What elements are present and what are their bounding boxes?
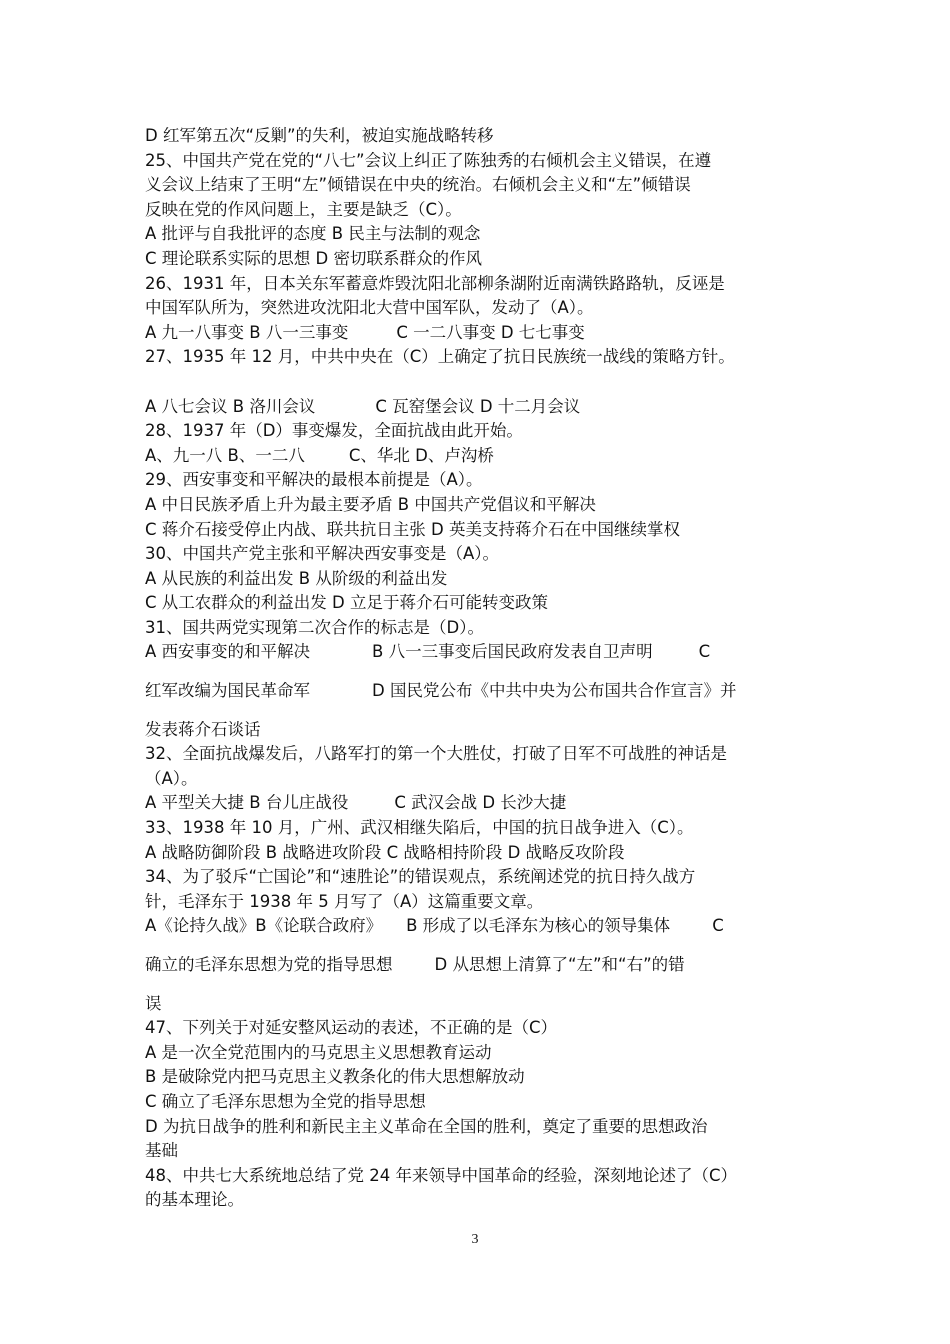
options-line: C 确立了毛泽东思想为全党的指导思想	[145, 1091, 426, 1111]
options-line	[145, 444, 810, 469]
option-a: A 西安事变的和平解决	[145, 642, 311, 662]
page-content	[145, 124, 810, 1213]
options-line: A 从民族的利益出发 B 从阶级的利益出发	[145, 568, 448, 588]
text-line: 中国军队所为，突然进攻沈阳北大营中国军队，发动了（A）。	[145, 298, 594, 318]
option-c: 确立的毛泽东思想为党的指导思想	[145, 955, 393, 974]
spacer	[145, 704, 810, 718]
option-group: A 九一八事变 B 八一三事变	[145, 322, 349, 342]
text-line: 针，毛泽东于 1938 年 5 月写了（A）这篇重要文章。	[145, 891, 544, 911]
option-d: D 国民党公布《中共中央为公布国共合作宣言》并	[372, 681, 737, 701]
question-32: 32、全面抗战爆发后，八路军打的第一个大胜仗，打破了日军不可战胜的神话是	[145, 744, 727, 764]
options-line	[145, 321, 810, 346]
options-line	[145, 640, 810, 665]
option-group: C 武汉会战 D 长沙大捷	[394, 793, 567, 813]
options-line: C 从工农群众的利益出发 D 立足于蒋介石可能转变政策	[145, 593, 548, 613]
text-line: 发表蒋介石谈话	[145, 719, 261, 739]
options-line: A 批评与自我批评的态度 B 民主与法制的观念	[145, 224, 481, 244]
question-28: 28、1937 年（D）事变爆发，全面抗战由此开始。	[145, 421, 523, 441]
options-line: A 是一次全党范围内的马克思主义思想教育运动	[145, 1042, 492, 1062]
option-group: A 平型关大捷 B 台儿庄战役	[145, 793, 349, 813]
options-line	[145, 395, 810, 420]
text-line: 误	[145, 993, 162, 1013]
option-b: B 形成了以毛泽东为核心的领导集体	[406, 916, 671, 936]
question-48: 48、中共七大系统地总结了党 24 年来领导中国革命的经验，深刻地论述了（C）	[145, 1165, 738, 1185]
question-31: 31、国共两党实现第二次合作的标志是（D）。	[145, 617, 484, 637]
option-a: A《论持久战》B《论联合政府》	[145, 916, 383, 936]
option-group: A、九一八 B、一二八	[145, 445, 305, 465]
options-line: D 为抗日战争的胜利和新民主主义革命在全国的胜利，奠定了重要的思想政治	[145, 1116, 708, 1136]
text-line: 的基本理论。	[145, 1190, 244, 1210]
options-line	[145, 791, 810, 816]
spacer	[145, 978, 810, 992]
question-33: 33、1938 年 10 月，广州、武汉相继失陷后，中国的抗日战争进入（C）。	[145, 818, 694, 838]
question-30: 30、中国共产党主张和平解决西安事变是（A）。	[145, 544, 500, 564]
question-29: 29、西安事变和平解决的最根本前提是（A）。	[145, 470, 483, 490]
text-line: （A）。	[145, 768, 198, 788]
option-group: C、华北 D、卢沟桥	[348, 445, 494, 465]
question-47: 47、下列关于对延安整风运动的表述，不正确的是（C）	[145, 1018, 558, 1038]
blank-line	[145, 370, 810, 395]
option-c-marker: C	[698, 642, 711, 662]
question-27: 27、1935 年 12 月，中共中央在（C）上确定了抗日民族统一战线的策略方针。	[145, 347, 735, 367]
option-b: B 八一三事变后国民政府发表自卫声明	[372, 642, 653, 662]
text-line: 基础	[145, 1141, 178, 1161]
text-line: 义会议上结束了王明“左”倾错误在中央的统治。右倾机会主义和“左”倾错误	[145, 175, 691, 195]
option-d: D 从思想上清算了“左”和“右”的错	[434, 955, 685, 974]
spacer	[145, 939, 810, 953]
text-line: 反映在党的作风问题上，主要是缺乏（C）。	[145, 199, 462, 219]
option-c: 红军改编为国民革命军	[145, 681, 310, 701]
text-line: D 红军第五次“反剿”的失利，被迫实施战略转移	[145, 126, 494, 145]
page-number: 3	[471, 1232, 479, 1247]
question-25: 25、中国共产党在党的“八七”会议上纠正了陈独秀的右倾机会主义错误，在遵	[145, 150, 712, 170]
options-line	[145, 953, 810, 978]
options-line: A 中日民族矛盾上升为最主要矛盾 B 中国共产党倡议和平解决	[145, 494, 596, 514]
options-line: B 是破除党内把马克思主义教条化的伟大思想解放动	[145, 1067, 525, 1087]
question-26: 26、1931 年，日本关东军蓄意炸毁沈阳北部柳条湖附近南满铁路路轨，反诬是	[145, 273, 725, 293]
options-line: C 理论联系实际的思想 D 密切联系群众的作风	[145, 248, 482, 268]
option-group: C 一二八事变 D 七七事变	[396, 322, 585, 342]
question-34: 34、为了驳斥“亡国论”和“速胜论”的错误观点，系统阐述党的抗日持久战方	[145, 867, 696, 887]
options-line	[145, 679, 810, 704]
options-line: A 战略防御阶段 B 战略进攻阶段 C 战略相持阶段 D 战略反攻阶段	[145, 842, 625, 862]
option-group: A 八七会议 B 洛川会议	[145, 396, 316, 416]
option-group: C 瓦窑堡会议 D 十二月会议	[375, 396, 581, 416]
options-line	[145, 914, 810, 939]
spacer	[145, 665, 810, 679]
options-line: C 蒋介石接受停止内战、联共抗日主张 D 英美支持蒋介石在中国继续掌权	[145, 519, 680, 539]
option-c-marker: C	[712, 916, 724, 936]
